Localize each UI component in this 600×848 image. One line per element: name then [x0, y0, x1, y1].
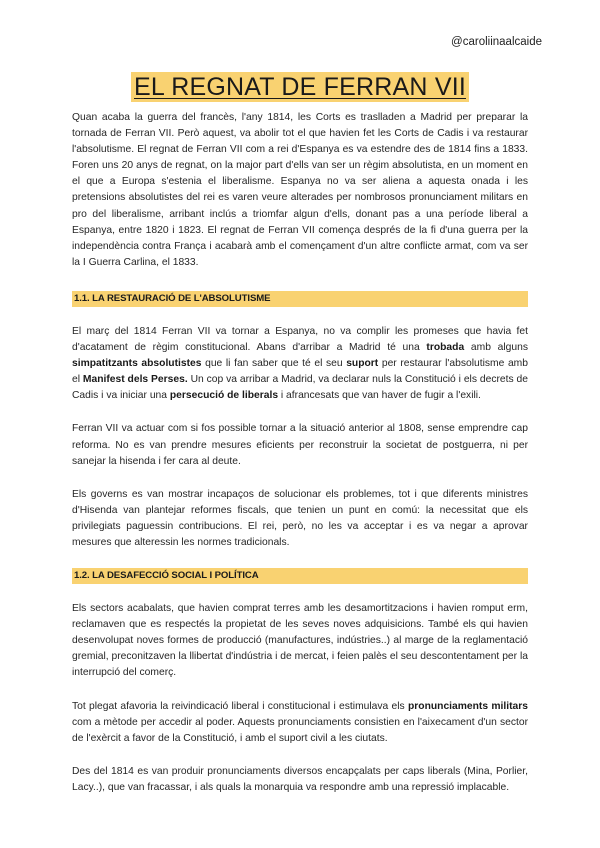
keyword-persecucio: persecució de liberals [169, 390, 279, 402]
keyword-simpatitzants: simpatitzants absolutistes [72, 358, 202, 370]
keyword-trobada: trobada [426, 342, 465, 354]
desafeccio-paragraph-1: Els sectors acabalats, que havien comprat terres amb les desamortitzacions i havien romput erm, reclamaven que es respectés la propietat de les seves noves adquisicions. També els qui havien desenvolupat noves formes de producció (manufactures, indústries..) al marge de la reglamentació gremial, preconitzaven la llibertat d'indústria i de mercat, i feien palès el seu descontentament per la interrupció del comerç. [72, 603, 528, 679]
restauracio-paragraph-2: Ferran VII va actuar com si fos possible tornar a la situació anterior al 1808, sense emprendre cap reforma. No es van prendre mesures eficients per reconstruir la societat de postguerra, ni per sanejar la hisenda i fer cara al deute. [72, 423, 528, 467]
document-body [72, 110, 528, 796]
keyword-pronunciaments: pronunciaments militars [407, 700, 528, 712]
restauracio-paragraph-3: Els governs es van mostrar incapaços de solucionar els problemes, tot i que diferents ministres d'Hisenda van plantejar reformes fiscals, que tenien un punt en comú: la necessitat que els privilegiats paguessin contribucions. El rei, però, no les va acceptar i es va negar a aprovar mesures que alteressin les normes tradicionals. [72, 488, 528, 548]
title-container [0, 72, 600, 102]
section-heading-desafeccio: 1.2. LA DESAFECCIÓ SOCIAL I POLÍTICA [72, 568, 528, 584]
restauracio-paragraph-1: El març del 1814 Ferran VII va tornar a Espanya, no va complir les promeses que havia fet d'acatament de règim constitucional. Abans d'arribar a Madrid té una trobada amb alguns simpatitzants absolutistes que li fan saber que té el seu suport per restaurar l'absolutisme amb el Manifest dels Perses. Un cop va arribar a Madrid, va declarar nuls la Constitució i els decrets de Cadis i va iniciar una persecució de liberals i afrancesats que van haver de fugir a l'exili. [72, 325, 528, 402]
desafeccio-paragraph-3: Des del 1814 es van produir pronunciaments diversos encapçalats per caps liberals (Mina, Porlier, Lacy..), que van fracassar, i als quals la monarquia va respondre amb una repressió implacable. [72, 765, 528, 793]
desafeccio-paragraph-2: Tot plegat afavoria la reivindicació liberal i constitucional i estimulava els pronunciaments militars com a mètode per accedir al poder. Aquests pronunciaments consistien en l'aixecament d'un sector de l'exèrcit a favor de la Constitució, i amb el suport civil a les ciutats. [72, 700, 528, 744]
intro-paragraph: Quan acaba la guerra del francès, l'any 1814, les Corts es traslladen a Madrid per preparar la tornada de Ferran VII. Però aquest, va abolir tot el que havien fet les Corts de Cadis i va restaurar l'absolutisme. El regnat de Ferran VII com a rei d'Espanya es va estendre des de 1814 fins a 1833. Foren uns 20 anys de regnat, on la major part d'ells van ser un règim absolutista, en un moment en el que a Europa s'estenia el liberalisme. Espanya no va ser aliena a aquesta onada i les pretensions absolutistes del rei es varen veure alterades per nombrosos pronunciament militars en pro del liberalisme, arribant inclús a triomfar algun d'ells, donant pas a una període liberal a Espanya, entre 1820 i 1823. El regnat de Ferran VII comença després de la fi d'una guerra per la independència contra França i acabarà amb el començament d'un altre conflicte armat, com va ser la I Guerra Carlina, el 1833. [72, 112, 528, 268]
page-title: EL REGNAT DE FERRAN VII [131, 72, 469, 102]
keyword-suport: suport [346, 358, 379, 370]
author-handle: @caroliinaalcaide [451, 36, 542, 48]
keyword-manifest: Manifest dels Perses. [82, 374, 188, 386]
section-heading-restauracio: 1.1. LA RESTAURACIÓ DE L'ABSOLUTISME [72, 291, 528, 307]
